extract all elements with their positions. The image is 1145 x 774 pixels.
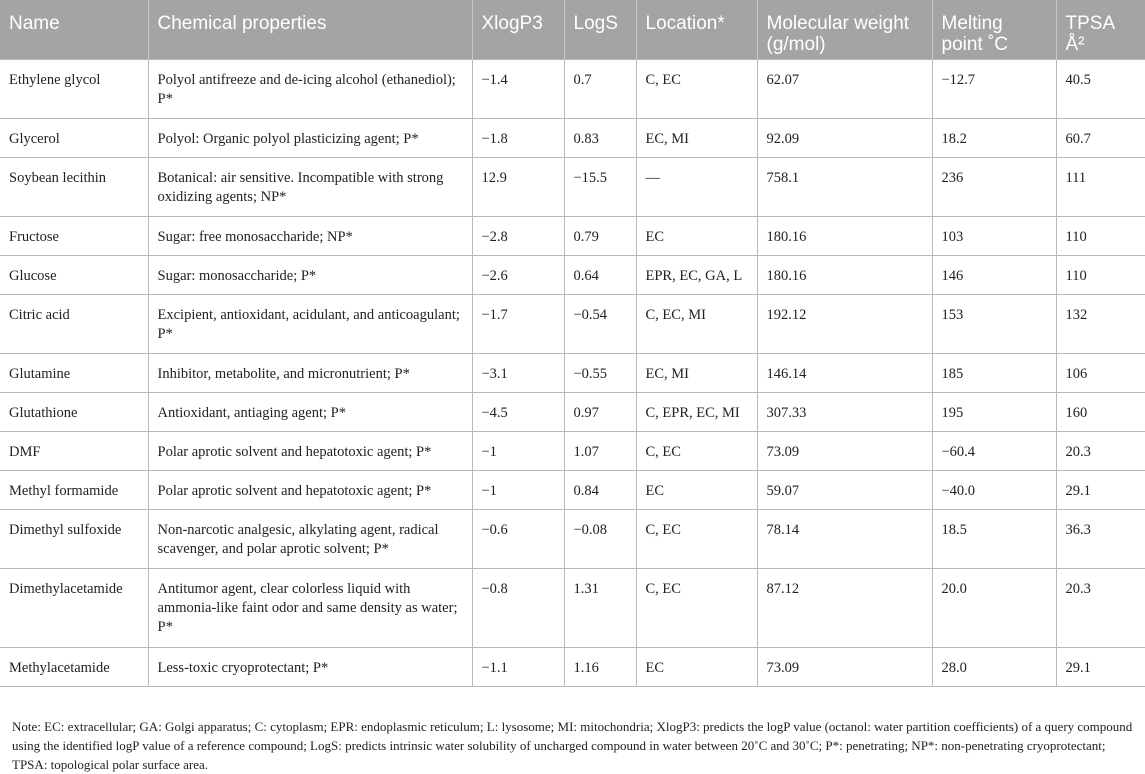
header-melting-point: Melting point ˚C xyxy=(932,0,1056,60)
cell-molecular-weight: 73.09 xyxy=(757,648,932,687)
cell-tpsa: 20.3 xyxy=(1056,432,1145,471)
cell-logs: −0.55 xyxy=(564,354,636,393)
table-row xyxy=(0,119,1145,158)
cell-xlogp3: −1 xyxy=(472,471,564,510)
cell-tpsa: 110 xyxy=(1056,256,1145,295)
cell-tpsa: 29.1 xyxy=(1056,648,1145,687)
cell-tpsa: 36.3 xyxy=(1056,510,1145,569)
cell-name: Citric acid xyxy=(0,295,148,354)
header-name: Name xyxy=(0,0,148,60)
table-row xyxy=(0,471,1145,510)
header-logs: LogS xyxy=(564,0,636,60)
header-row xyxy=(0,0,1145,60)
cell-tpsa: 160 xyxy=(1056,393,1145,432)
cell-chemical-properties: Polyol antifreeze and de-icing alcohol (ethanediol); P* xyxy=(148,60,472,119)
cell-chemical-properties: Antioxidant, antiaging agent; P* xyxy=(148,393,472,432)
cell-logs: 0.97 xyxy=(564,393,636,432)
cell-chemical-properties: Polar aprotic solvent and hepatotoxic agent; P* xyxy=(148,432,472,471)
cell-location: EC, MI xyxy=(636,119,757,158)
cell-name: Dimethyl sulfoxide xyxy=(0,510,148,569)
cell-tpsa: 110 xyxy=(1056,217,1145,256)
cell-location: EC, MI xyxy=(636,354,757,393)
cell-tpsa: 106 xyxy=(1056,354,1145,393)
cell-name: Dimethylacetamide xyxy=(0,569,148,648)
cell-melting-point: −40.0 xyxy=(932,471,1056,510)
header-chemical-properties: Chemical properties xyxy=(148,0,472,60)
cell-xlogp3: −2.6 xyxy=(472,256,564,295)
cell-molecular-weight: 180.16 xyxy=(757,217,932,256)
cell-chemical-properties: Less-toxic cryoprotectant; P* xyxy=(148,648,472,687)
cell-name: Methylacetamide xyxy=(0,648,148,687)
cell-location: C, EC xyxy=(636,569,757,648)
cell-melting-point: 236 xyxy=(932,158,1056,217)
cell-melting-point: 18.5 xyxy=(932,510,1056,569)
cell-name: Soybean lecithin xyxy=(0,158,148,217)
cell-logs: −15.5 xyxy=(564,158,636,217)
cell-molecular-weight: 92.09 xyxy=(757,119,932,158)
table-row xyxy=(0,158,1145,217)
cell-chemical-properties: Excipient, antioxidant, acidulant, and anticoagulant; P* xyxy=(148,295,472,354)
cell-tpsa: 20.3 xyxy=(1056,569,1145,648)
table-row xyxy=(0,569,1145,648)
cell-molecular-weight: 180.16 xyxy=(757,256,932,295)
table-body xyxy=(0,60,1145,687)
cell-melting-point: 20.0 xyxy=(932,569,1056,648)
cell-name: Glutathione xyxy=(0,393,148,432)
table-row xyxy=(0,432,1145,471)
table-row xyxy=(0,295,1145,354)
cell-logs: 0.83 xyxy=(564,119,636,158)
cell-melting-point: 153 xyxy=(932,295,1056,354)
cell-xlogp3: −4.5 xyxy=(472,393,564,432)
cell-location: C, EPR, EC, MI xyxy=(636,393,757,432)
cell-molecular-weight: 758.1 xyxy=(757,158,932,217)
cell-chemical-properties: Botanical: air sensitive. Incompatible with strong oxidizing agents; NP* xyxy=(148,158,472,217)
cell-xlogp3: −1.8 xyxy=(472,119,564,158)
cell-logs: 1.07 xyxy=(564,432,636,471)
cell-logs: 1.31 xyxy=(564,569,636,648)
cell-name: Ethylene glycol xyxy=(0,60,148,119)
cell-molecular-weight: 78.14 xyxy=(757,510,932,569)
cell-melting-point: −60.4 xyxy=(932,432,1056,471)
cell-location: — xyxy=(636,158,757,217)
cell-logs: 0.64 xyxy=(564,256,636,295)
cell-chemical-properties: Polyol: Organic polyol plasticizing agent; P* xyxy=(148,119,472,158)
cell-xlogp3: −0.6 xyxy=(472,510,564,569)
cell-name: Fructose xyxy=(0,217,148,256)
cell-location: C, EC, MI xyxy=(636,295,757,354)
cell-chemical-properties: Polar aprotic solvent and hepatotoxic agent; P* xyxy=(148,471,472,510)
cell-melting-point: −12.7 xyxy=(932,60,1056,119)
cell-melting-point: 195 xyxy=(932,393,1056,432)
table-row xyxy=(0,354,1145,393)
cell-logs: −0.54 xyxy=(564,295,636,354)
table-footnote: Note: EC: extracellular; GA: Golgi apparatus; C: cytoplasm; EPR: endoplasmic reticulum; L: lysosome; MI: mitochondria; XlogP3: predicts the logP value (octanol: water partition coefficients) of a query compound using the identified logP value of a reference compound; LogS: predicts intrinsic water solubility of uncharged compound in water between 20˚C and 30˚C; P*: penetrating; NP*: non-penetrating cryoprotectant; TPSA: topological polar surface area. xyxy=(12,719,1133,772)
cell-xlogp3: −1.7 xyxy=(472,295,564,354)
cell-logs: 0.7 xyxy=(564,60,636,119)
cell-name: Glucose xyxy=(0,256,148,295)
cell-xlogp3: −3.1 xyxy=(472,354,564,393)
cell-tpsa: 29.1 xyxy=(1056,471,1145,510)
cell-melting-point: 146 xyxy=(932,256,1056,295)
cell-molecular-weight: 62.07 xyxy=(757,60,932,119)
cell-name: Glycerol xyxy=(0,119,148,158)
cell-xlogp3: −1.4 xyxy=(472,60,564,119)
cell-location: C, EC xyxy=(636,432,757,471)
cell-tpsa: 40.5 xyxy=(1056,60,1145,119)
cell-location: EC xyxy=(636,471,757,510)
cell-xlogp3: −0.8 xyxy=(472,569,564,648)
cell-chemical-properties: Antitumor agent, clear colorless liquid with ammonia-like faint odor and same density as water; P* xyxy=(148,569,472,648)
cell-xlogp3: −1.1 xyxy=(472,648,564,687)
cell-chemical-properties: Sugar: free monosaccharide; NP* xyxy=(148,217,472,256)
cell-molecular-weight: 59.07 xyxy=(757,471,932,510)
table-row xyxy=(0,393,1145,432)
cell-logs: 1.16 xyxy=(564,648,636,687)
table-row xyxy=(0,217,1145,256)
cell-location: C, EC xyxy=(636,60,757,119)
cell-logs: 0.84 xyxy=(564,471,636,510)
cell-molecular-weight: 73.09 xyxy=(757,432,932,471)
cell-melting-point: 18.2 xyxy=(932,119,1056,158)
cell-xlogp3: −2.8 xyxy=(472,217,564,256)
cell-location: EC xyxy=(636,648,757,687)
cell-chemical-properties: Non-narcotic analgesic, alkylating agent, radical scavenger, and polar aprotic solvent; P* xyxy=(148,510,472,569)
cell-tpsa: 111 xyxy=(1056,158,1145,217)
table-row xyxy=(0,510,1145,569)
cell-chemical-properties: Inhibitor, metabolite, and micronutrient; P* xyxy=(148,354,472,393)
table-row xyxy=(0,60,1145,119)
cell-name: Glutamine xyxy=(0,354,148,393)
table-row xyxy=(0,648,1145,687)
table-header xyxy=(0,0,1145,60)
cell-melting-point: 28.0 xyxy=(932,648,1056,687)
cell-location: EPR, EC, GA, L xyxy=(636,256,757,295)
cell-melting-point: 185 xyxy=(932,354,1056,393)
cell-tpsa: 132 xyxy=(1056,295,1145,354)
cell-melting-point: 103 xyxy=(932,217,1056,256)
cell-name: DMF xyxy=(0,432,148,471)
cell-tpsa: 60.7 xyxy=(1056,119,1145,158)
table-row xyxy=(0,256,1145,295)
cell-chemical-properties: Sugar: monosaccharide; P* xyxy=(148,256,472,295)
header-xlogp3: XlogP3 xyxy=(472,0,564,60)
cell-logs: −0.08 xyxy=(564,510,636,569)
cell-molecular-weight: 146.14 xyxy=(757,354,932,393)
cell-location: EC xyxy=(636,217,757,256)
cell-molecular-weight: 87.12 xyxy=(757,569,932,648)
cell-xlogp3: −1 xyxy=(472,432,564,471)
header-location: Location* xyxy=(636,0,757,60)
header-tpsa: TPSA Å² xyxy=(1056,0,1145,60)
cell-xlogp3: 12.9 xyxy=(472,158,564,217)
cell-location: C, EC xyxy=(636,510,757,569)
cell-name: Methyl formamide xyxy=(0,471,148,510)
cell-molecular-weight: 307.33 xyxy=(757,393,932,432)
cell-molecular-weight: 192.12 xyxy=(757,295,932,354)
cell-logs: 0.79 xyxy=(564,217,636,256)
header-molecular-weight: Molecular weight (g/mol) xyxy=(757,0,932,60)
